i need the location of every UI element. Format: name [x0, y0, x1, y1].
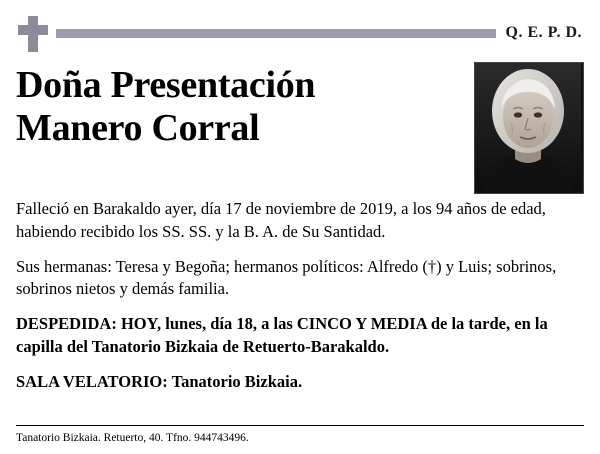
deceased-name-line-2: Manero Corral	[16, 106, 260, 149]
notice-body	[16, 198, 584, 393]
name-and-photo	[16, 62, 584, 182]
death-details-paragraph: Falleció en Barakaldo ayer, día 17 de noviembre de 2019, a los 94 años de edad, habiendo recibido los SS. SS. y la B. A. de Su Santidad.	[16, 199, 546, 241]
cross-icon	[16, 14, 50, 52]
footer	[16, 425, 584, 444]
portrait-image	[475, 63, 581, 191]
family-paragraph: Sus hermanas: Teresa y Begoña; hermanos políticos: Alfredo (†) y Luis; sobrinos, sobrinos nietos y demás familia.	[16, 256, 557, 299]
footer-divider	[16, 425, 584, 426]
page-title	[16, 62, 416, 149]
farewell-paragraph: DESPEDIDA: HOY, lunes, día 18, a las CINCO Y MEDIA de la tarde, en la capilla del Tanatorio Bizkaia de Retuerto-Barakaldo.	[16, 314, 548, 356]
header	[16, 12, 584, 54]
deceased-name-line-1: Doña Presentación	[16, 64, 316, 106]
portrait-photo	[474, 62, 584, 194]
funeral-home-contact: Tanatorio Bizkaia. Retuerto, 40. Tfno. 944743496.	[16, 432, 249, 444]
header-rule	[56, 29, 496, 38]
wake-room-paragraph: SALA VELATORIO: Tanatorio Bizkaia.	[16, 371, 303, 391]
qepd-label: Q. E. P. D.	[505, 24, 582, 41]
